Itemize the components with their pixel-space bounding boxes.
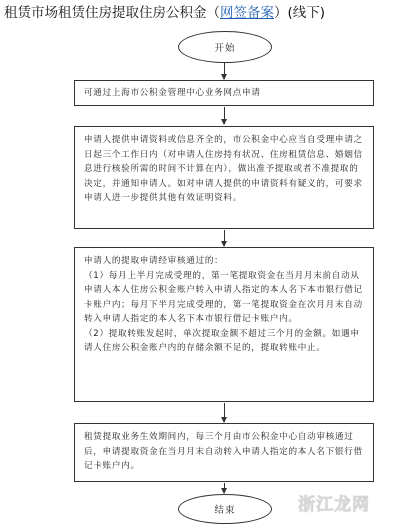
step3-item1: （1）每月上半月完成受理的，第一笔提取资金在当月月末前自动从申请人本人住房公积金账户转入申请人指定的本人名下本市银行借记卡账户内；每月下半月完成受理的，第一笔提取资金在次月月末自动转入申请人指定的本人名下本市银行借记卡账户内。 [84,270,363,324]
step3-intro: 申请人的提取申请经审核通过的： [84,256,224,266]
title-suffix: ）(线下) [274,5,326,21]
watermark-logo: 浙江龙网 [298,495,370,515]
start-label: 开始 [214,43,236,54]
title-main: 租赁市场租赁住房提取住房公积金（ [4,5,220,21]
step3-item2: （2）提取转账发起时，单次提取金额不超过三个月的金额。如遇申请人住房公积金账户内的存储余额不足的，提取转账中止。 [84,328,360,353]
step1-text: 可通过上海市公积金管理中心业务网点申请 [84,88,261,98]
arrow-step4-to-end [224,483,225,493]
step3-box [74,247,374,402]
arrow-step1-to-step2 [224,107,225,124]
arrow-step2-to-step3 [224,230,225,246]
step2-box [74,126,374,229]
start-node [178,31,272,63]
step2-text: 申请人提供申请资料或信息齐全的，市公积金中心应当自受理申请之日起三个工作日内（对申请人住房持有状况、住房租赁信息、婚姻信息进行核验所需的时间不计算在内），做出准予提取或者不准提取的决定，并通知申请人。如对申请人提供的申请资料有疑义的，可要求申请人进一步提供其他有效证明资料。 [84,135,363,203]
arrow-start-to-step1 [224,62,225,79]
end-node [178,494,272,524]
step4-text: 租赁提取业务生效期间内，每三个月由市公积金中心自动审核通过后，申请提取资金在当月月末自动转入申请人指定的本人名下银行借记卡账户内。 [84,432,363,471]
title-link-wangqian[interactable]: 网签备案 [220,5,274,21]
page-title [4,4,396,22]
arrow-step3-to-step4 [224,403,225,422]
step4-box [74,423,374,482]
end-label: 结束 [214,505,236,516]
step1-box [74,80,374,106]
